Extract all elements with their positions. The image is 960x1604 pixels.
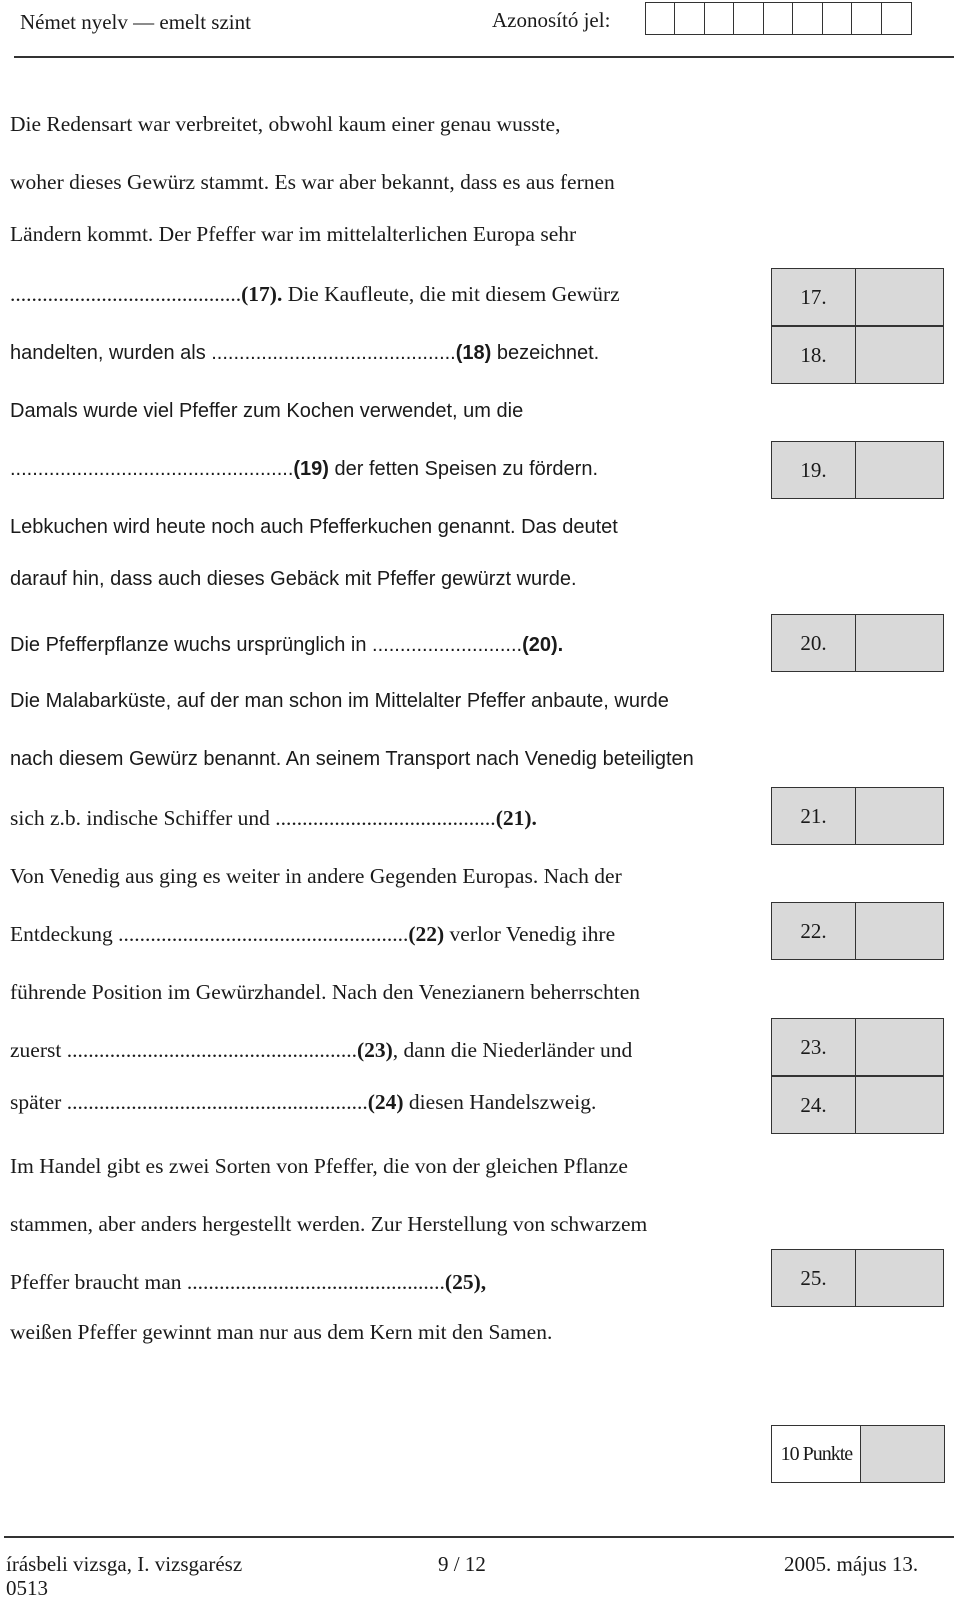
header-subject: Német nyelv — emelt szint bbox=[20, 10, 251, 34]
text-segment: , dann die Niederländer und bbox=[392, 1038, 633, 1062]
text-segment: Von Venedig aus ging es weiter in andere Gegenden Europas. Nach der bbox=[10, 864, 622, 888]
id-box[interactable] bbox=[792, 2, 823, 35]
text-segment: ........................................... bbox=[10, 282, 242, 306]
gap-number: (20). bbox=[522, 634, 564, 656]
answer-row bbox=[771, 787, 945, 845]
id-boxes bbox=[646, 2, 912, 35]
text-line bbox=[10, 748, 694, 771]
footer-page: 9 / 12 bbox=[438, 1552, 486, 1576]
text-line bbox=[10, 516, 618, 539]
text-segment: zuerst ...................................................... bbox=[10, 1038, 357, 1062]
text-segment: weißen Pfeffer gewinnt man nur aus dem Kern mit den Samen. bbox=[10, 1320, 553, 1344]
answer-cell[interactable] bbox=[855, 902, 944, 960]
text-line bbox=[10, 806, 537, 831]
gap-number: (24) bbox=[367, 1090, 404, 1114]
answer-row bbox=[771, 902, 945, 960]
text-segment: Entdeckung ...................................................... bbox=[10, 922, 409, 946]
text-line bbox=[10, 1270, 486, 1295]
text-line bbox=[10, 864, 622, 889]
text-segment: Die Malabarküste, auf der man schon im Mittelalter Pfeffer anbaute, wurde bbox=[10, 690, 669, 712]
text-segment: darauf hin, dass auch dieses Gebäck mit Pfeffer gewürzt wurde. bbox=[10, 568, 577, 590]
answer-number: 25. bbox=[771, 1249, 856, 1307]
answer-cell[interactable] bbox=[855, 787, 944, 845]
header-divider bbox=[14, 56, 954, 58]
text-line bbox=[10, 342, 599, 365]
text-line bbox=[10, 400, 523, 423]
gap-number: (23) bbox=[356, 1038, 393, 1062]
answer-row bbox=[771, 268, 945, 326]
id-box[interactable] bbox=[822, 2, 853, 35]
text-segment: woher dieses Gewürz stammt. Es war aber bekannt, dass es aus fernen bbox=[10, 170, 615, 194]
text-segment: handelten, wurden als ............................................ bbox=[10, 342, 456, 364]
answer-cell[interactable] bbox=[855, 1018, 944, 1076]
answer-number: 23. bbox=[771, 1018, 856, 1076]
text-segment: Die Redensart war verbreitet, obwohl kaum einer genau wusste, bbox=[10, 112, 561, 136]
text-line bbox=[10, 568, 577, 591]
text-segment: Die Pfefferpflanze wuchs ursprünglich in ........................... bbox=[10, 634, 523, 656]
id-box[interactable] bbox=[763, 2, 794, 35]
answer-number: 17. bbox=[771, 268, 856, 326]
points-label: 10 Punkte bbox=[771, 1425, 862, 1483]
text-line bbox=[10, 1212, 647, 1237]
footer-date: 2005. május 13. bbox=[784, 1552, 919, 1576]
text-line bbox=[10, 1038, 632, 1063]
answer-cell[interactable] bbox=[855, 1249, 944, 1307]
text-line bbox=[10, 170, 615, 195]
text-segment: ................................................... bbox=[10, 458, 294, 480]
answer-cell[interactable] bbox=[855, 614, 944, 672]
answer-cell[interactable] bbox=[855, 326, 944, 384]
answer-cell[interactable] bbox=[855, 441, 944, 499]
id-box[interactable] bbox=[704, 2, 735, 35]
answer-number: 24. bbox=[771, 1076, 856, 1134]
text-segment: bezeichnet. bbox=[491, 342, 600, 364]
text-line bbox=[10, 690, 669, 713]
text-line bbox=[10, 458, 598, 481]
text-segment: Lebkuchen wird heute noch auch Pfefferkuchen genannt. Das deutet bbox=[10, 516, 618, 538]
answer-number: 21. bbox=[771, 787, 856, 845]
answer-row bbox=[771, 1018, 945, 1076]
header-id-label: Azonosító jel: bbox=[492, 8, 611, 32]
id-box[interactable] bbox=[674, 2, 705, 35]
text-line bbox=[10, 922, 615, 947]
points-box bbox=[771, 1425, 945, 1483]
text-line bbox=[10, 112, 560, 137]
answer-row bbox=[771, 614, 945, 672]
text-segment: Ländern kommt. Der Pfeffer war im mittelalterlichen Europa sehr bbox=[10, 222, 577, 246]
text-segment: Damals wurde viel Pfeffer zum Kochen verwendet, um die bbox=[10, 400, 524, 422]
text-line bbox=[10, 1154, 628, 1179]
answer-number: 18. bbox=[771, 326, 856, 384]
footer-left: írásbeli vizsga, I. vizsgarész bbox=[6, 1552, 243, 1576]
text-line bbox=[10, 282, 620, 307]
answer-row bbox=[771, 441, 945, 499]
answer-row bbox=[771, 1076, 945, 1134]
answer-number: 20. bbox=[771, 614, 856, 672]
answer-row bbox=[771, 1249, 945, 1307]
text-segment: später ........................................................ bbox=[10, 1090, 368, 1114]
text-line bbox=[10, 980, 640, 1005]
text-segment: verlor Venedig ihre bbox=[444, 922, 616, 946]
gap-number: (22) bbox=[408, 922, 445, 946]
text-segment: Im Handel gibt es zwei Sorten von Pfeffer, die von der gleichen Pflanze bbox=[10, 1154, 628, 1178]
text-line bbox=[10, 1090, 596, 1115]
gap-number: (17). bbox=[241, 282, 283, 306]
text-segment: nach diesem Gewürz benannt. An seinem Transport nach Venedig beteiligten bbox=[10, 748, 694, 770]
text-segment: sich z.b. indische Schiffer und ......................................... bbox=[10, 806, 496, 830]
answer-cell[interactable] bbox=[855, 268, 944, 326]
text-segment: Pfeffer braucht man ................................................ bbox=[10, 1270, 445, 1294]
gap-number: (25), bbox=[444, 1270, 487, 1294]
id-box[interactable] bbox=[851, 2, 882, 35]
id-box[interactable] bbox=[733, 2, 764, 35]
text-line bbox=[10, 222, 576, 247]
footer-code: 0513 bbox=[6, 1576, 48, 1600]
id-box[interactable] bbox=[645, 2, 676, 35]
footer-divider bbox=[4, 1536, 954, 1538]
text-segment: führende Position im Gewürzhandel. Nach den Venezianern beherrschten bbox=[10, 980, 641, 1004]
gap-number: (21). bbox=[495, 806, 537, 830]
gap-number: (18) bbox=[455, 342, 492, 364]
text-segment: diesen Handelszweig. bbox=[403, 1090, 597, 1114]
answer-cell[interactable] bbox=[855, 1076, 944, 1134]
answer-row bbox=[771, 326, 945, 384]
points-cell[interactable] bbox=[860, 1425, 945, 1483]
gap-number: (19) bbox=[293, 458, 329, 480]
answer-number: 19. bbox=[771, 441, 856, 499]
text-line bbox=[10, 1320, 552, 1345]
answer-number: 22. bbox=[771, 902, 856, 960]
text-segment: Die Kaufleute, die mit diesem Gewürz bbox=[282, 282, 620, 306]
text-line bbox=[10, 634, 563, 657]
text-segment: der fetten Speisen zu fördern. bbox=[328, 458, 599, 480]
id-box[interactable] bbox=[881, 2, 912, 35]
text-segment: stammen, aber anders hergestellt werden. Zur Herstellung von schwarzem bbox=[10, 1212, 648, 1236]
